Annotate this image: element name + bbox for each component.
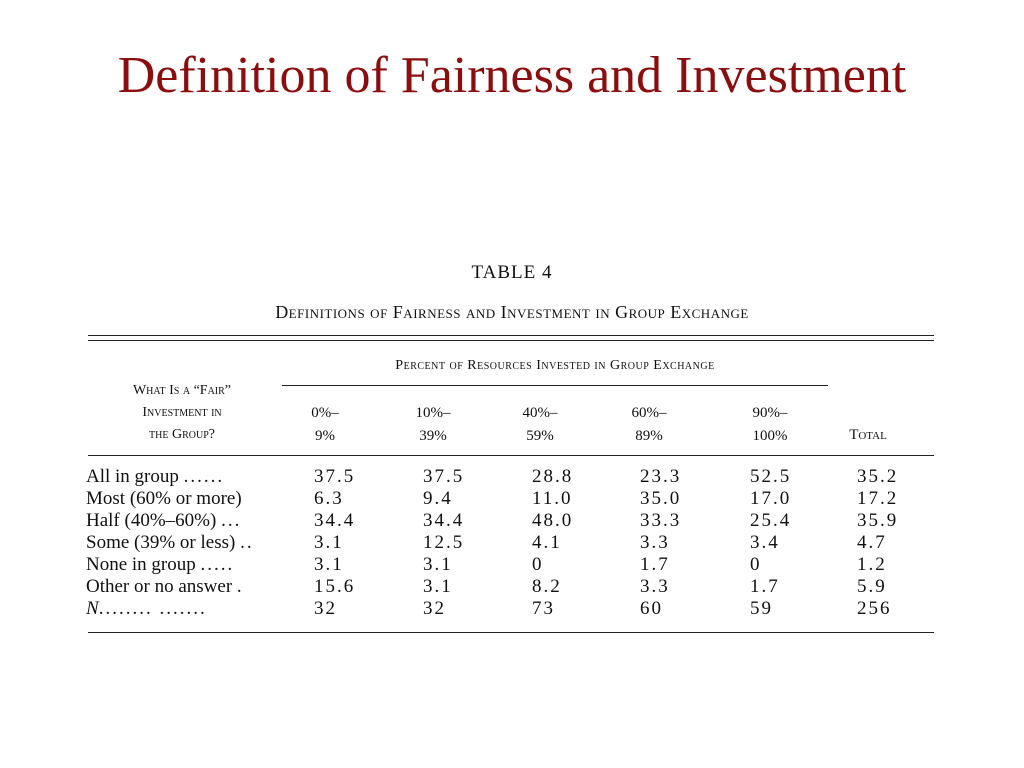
table-cell: 25.4	[750, 510, 792, 531]
table-cell: 0	[532, 554, 544, 575]
table-cell: 0	[750, 554, 762, 575]
table-caption: Definitions of Fairness and Investment in Group Exchange	[275, 302, 749, 322]
table-cell: 34.4	[423, 510, 465, 531]
table-cell: 37.5	[314, 466, 356, 487]
table-cell-total: 5.9	[857, 576, 887, 597]
row-leader: ...	[221, 510, 242, 531]
column-header-line-1: 60%–	[631, 405, 667, 421]
row-leader: .....	[200, 554, 235, 575]
column-header-line-2: 89%	[635, 428, 663, 444]
table-cell: 3.1	[423, 554, 453, 575]
row-label-text: N	[86, 598, 99, 619]
table-cell: 12.5	[423, 532, 465, 553]
bottom-rule	[88, 632, 934, 633]
column-header-line-1: 10%–	[415, 405, 451, 421]
table-cell: 6.3	[314, 488, 344, 509]
table-cell: 17.0	[750, 488, 792, 509]
table-cell: 23.3	[640, 466, 682, 487]
column-header-line-1: 40%–	[522, 405, 558, 421]
table-cell: 3.3	[640, 576, 670, 597]
column-header-line-2: 100%	[752, 428, 788, 444]
row-label-text: Half (40%–60%)	[86, 510, 217, 531]
table-cell-total: 4.7	[857, 532, 887, 553]
row-label-text: None in group	[86, 554, 196, 575]
table-cell: 11.0	[532, 488, 573, 509]
row-label	[86, 532, 254, 554]
row-leader: ......	[183, 466, 225, 487]
table-cell: 35.0	[640, 488, 682, 509]
table-cell: 32	[314, 598, 337, 619]
table-cell: 73	[532, 598, 555, 619]
row-leader: ..	[240, 532, 254, 553]
table-cell: 1.7	[640, 554, 670, 575]
stub-header-line-3: the Group?	[149, 427, 215, 442]
table-cell: 8.2	[532, 576, 562, 597]
column-header-line-1: 0%–	[311, 405, 339, 421]
column-header-total: Total	[849, 427, 887, 443]
header-rule	[88, 455, 934, 456]
row-leader: ........ .......	[98, 598, 207, 619]
row-label	[86, 598, 207, 620]
row-label	[86, 466, 224, 488]
column-header-line-2: 59%	[526, 428, 554, 444]
table-cell: 28.8	[532, 466, 574, 487]
column-header-line-2: 39%	[419, 428, 447, 444]
column-header-90-100	[730, 402, 810, 448]
table-cell-total: 35.9	[857, 510, 899, 531]
stub-header	[92, 380, 272, 446]
table-cell: 9.4	[423, 488, 453, 509]
table-cell: 32	[423, 598, 446, 619]
table-cell: 37.5	[423, 466, 465, 487]
row-label-text: All in group	[86, 466, 179, 487]
table-cell: 4.1	[532, 532, 562, 553]
table-cell: 3.3	[640, 532, 670, 553]
column-group-header: Percent of Resources Invested in Group Exchange	[395, 358, 715, 373]
column-header-0-9	[285, 402, 365, 448]
table-cell-total: 256	[857, 598, 892, 619]
top-rule-2	[88, 340, 934, 341]
table-cell-total: 17.2	[857, 488, 899, 509]
row-label	[86, 510, 241, 532]
column-header-60-89	[609, 402, 689, 448]
row-label	[86, 554, 234, 576]
table-cell: 48.0	[532, 510, 574, 531]
row-label	[86, 576, 244, 598]
row-label-text: Some (39% or less)	[86, 532, 236, 553]
row-label-text: Other or no answer	[86, 576, 233, 597]
table-cell: 3.1	[423, 576, 453, 597]
row-leader: .	[236, 576, 244, 597]
column-header-10-39	[393, 402, 473, 448]
table-cell-total: 35.2	[857, 466, 899, 487]
table-cell: 15.6	[314, 576, 356, 597]
table-cell: 1.7	[750, 576, 780, 597]
table-cell-total: 1.2	[857, 554, 887, 575]
table-cell: 52.5	[750, 466, 792, 487]
table-cell: 3.1	[314, 554, 344, 575]
table-number: TABLE 4	[471, 262, 553, 283]
table-cell: 34.4	[314, 510, 356, 531]
table-cell: 33.3	[640, 510, 682, 531]
column-header-40-59	[500, 402, 580, 448]
column-header-line-2: 9%	[315, 428, 335, 444]
row-label	[86, 488, 242, 510]
top-rule-1	[88, 335, 934, 336]
column-header-line-1: 90%–	[752, 405, 788, 421]
column-group-rule	[282, 385, 828, 386]
table-cell: 3.1	[314, 532, 344, 553]
slide-title: Definition of Fairness and Investment	[117, 47, 907, 104]
stub-header-line-1: What Is a “Fair”	[132, 383, 232, 398]
table-cell: 60	[640, 598, 663, 619]
table-cell: 59	[750, 598, 773, 619]
stub-header-line-2: Investment in	[142, 405, 222, 420]
table-cell: 3.4	[750, 532, 780, 553]
row-label-text: Most (60% or more)	[86, 488, 242, 509]
